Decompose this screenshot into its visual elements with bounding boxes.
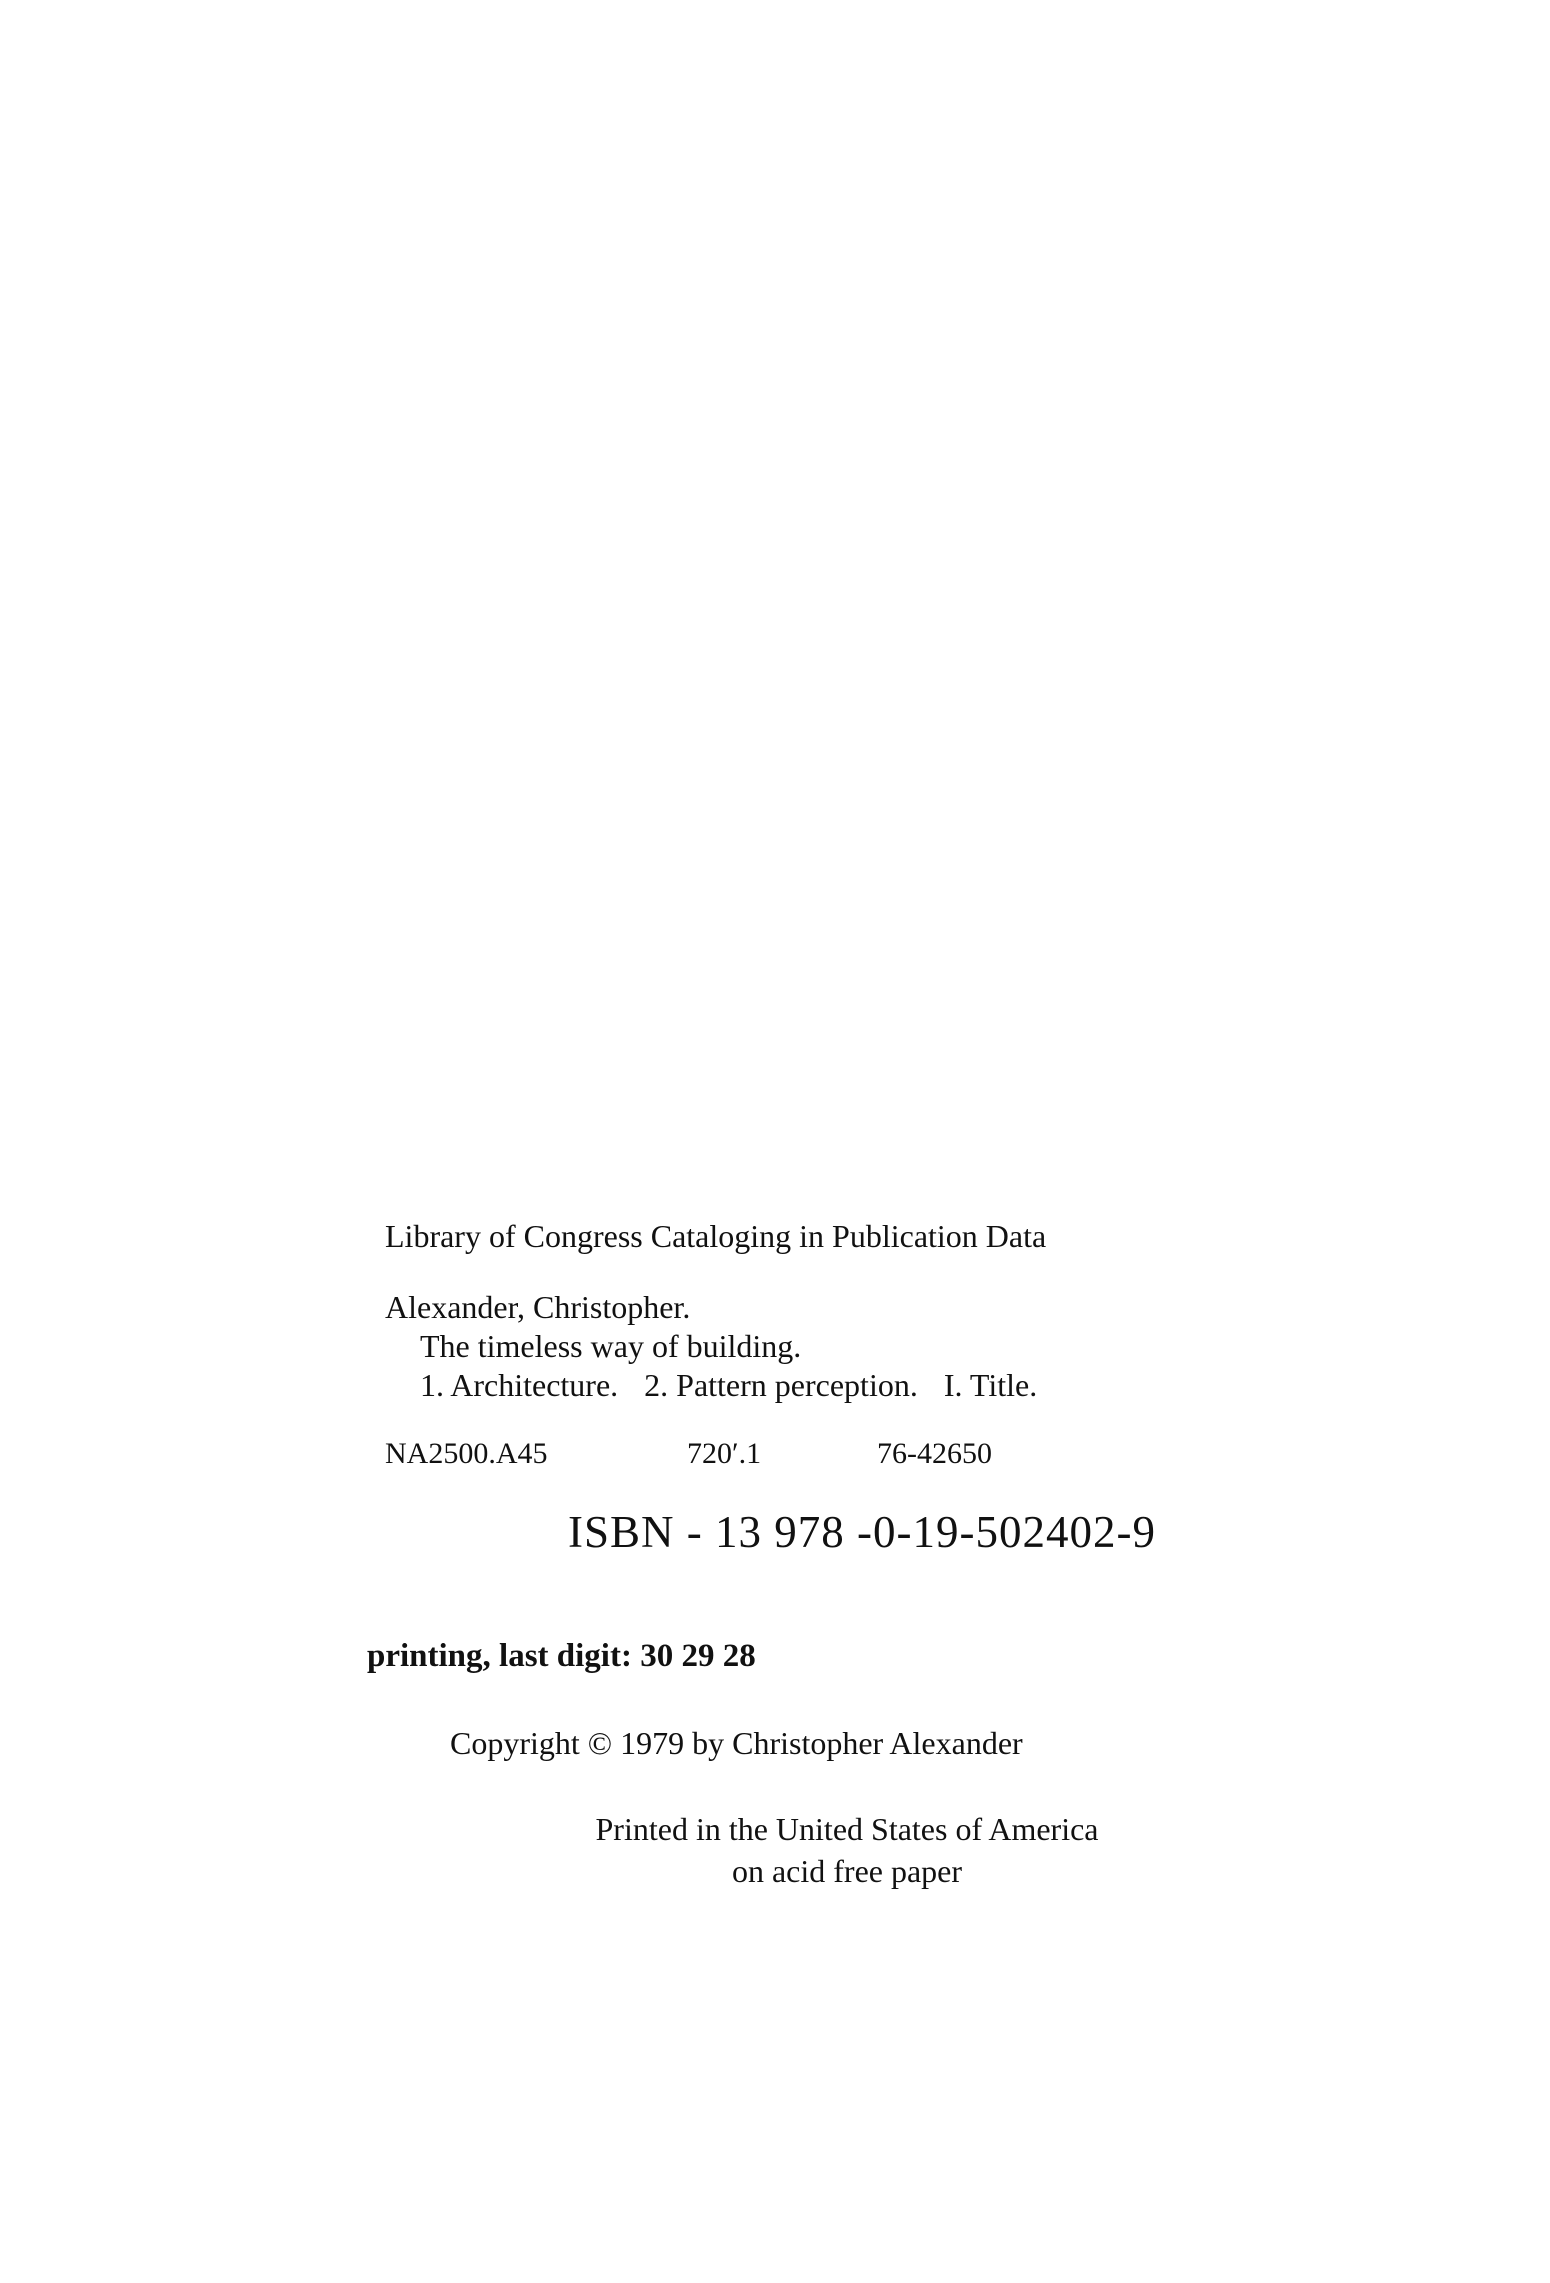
- paper-note-text: on acid free paper: [731, 1853, 963, 1889]
- lc-call-number: NA2500.A45: [385, 1437, 548, 1470]
- cip-subject-1: 1. Architecture.: [420, 1367, 619, 1403]
- paper-note-line: [0, 1855, 1550, 1887]
- cip-subjects: [420, 1369, 1063, 1401]
- cip-subject-2: 2. Pattern perception.: [644, 1367, 918, 1403]
- copyright-notice: Copyright © 1979 by Christopher Alexander: [450, 1725, 1023, 1761]
- cip-heading: Library of Congress Cataloging in Publication Data: [385, 1218, 1047, 1254]
- lccn-number: 76-42650: [877, 1437, 992, 1470]
- dewey-number: 720′.1: [687, 1437, 762, 1470]
- cip-title: The timeless way of building.: [420, 1328, 802, 1364]
- isbn: ISBN - 13 978 -0-19-502402-9: [568, 1507, 1156, 1557]
- printed-in-text: Printed in the United States of America: [595, 1811, 1099, 1847]
- cip-author: Alexander, Christopher.: [385, 1289, 691, 1325]
- cip-subject-3: I. Title.: [943, 1367, 1038, 1403]
- printing-line: printing, last digit: 30 29 28: [367, 1638, 756, 1674]
- cip-classification: [385, 1439, 992, 1469]
- printed-in-line: [0, 1813, 1550, 1845]
